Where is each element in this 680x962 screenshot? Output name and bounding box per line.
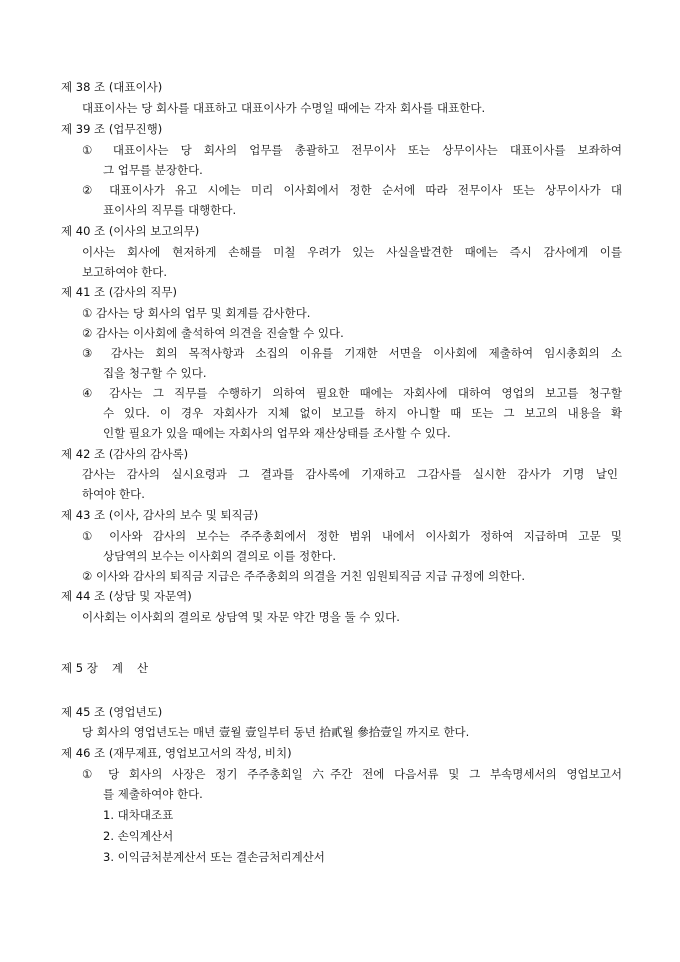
article-41-item-3-line-1: ③ 감사는 회의 목적사항과 소집의 이유를 기재한 서면을 이사회에 제출하여 임시총회의 소 [82,346,622,360]
article-39-heading: 제 39 조 (업무진행) [61,122,163,136]
article-40-heading: 제 40 조 (이사의 보고의무) [61,224,200,238]
article-42-heading: 제 42 조 (감사의 감사록) [61,447,189,461]
chapter-number: 제 5 장 [61,661,98,675]
article-45-body: 당 회사의 영업년도는 매년 壹월 壹일부터 동년 拾貳월 參拾壹일 까지로 한다. [82,725,470,739]
article-41-heading: 제 41 조 (감사의 직무) [61,285,177,299]
article-41-item-1: ① 감사는 당 회사의 업무 및 회계를 감사한다. [82,306,311,320]
article-39-item-1-line-2: 그 업무를 분장한다. [103,163,203,177]
article-41-item-3-line-2: 집을 청구할 수 있다. [103,366,207,380]
article-43-item-2: ② 이사와 감사의 퇴직금 지급은 주주총회의 의결을 거친 임원퇴직금 지급 규정에 의한다. [82,569,525,583]
article-46-list-item: 2. 손익계산서 [103,829,174,843]
article-46-item-1-line-1: ① 당 회사의 사장은 정기 주주총회일 六주간 전에 다음서류 및 그 부속명세서의 영업보고서 [82,767,622,781]
article-43-heading: 제 43 조 (이사, 감사의 보수 및 퇴직금) [61,508,259,522]
article-40-body-line-1: 이사는 회사에 현저하게 손해를 미칠 우려가 있는 사실을발견한 때에는 즉시 감사에게 이를 [82,245,622,259]
article-39-item-1-line-1: ① 대표이사는 당 회사의 업무를 총괄하고 전무이사 또는 상무이사는 대표이사를 보좌하여 [82,143,622,157]
article-44-body: 이사회는 이사회의 결의로 상담역 및 자문 약간 명을 둘 수 있다. [82,610,400,624]
chapter-5-heading [61,661,148,675]
article-41-item-4-line-1: ④ 감사는 그 직무를 수행하기 의하여 필요한 때에는 자회사에 대하여 영업의 보고를 청구할 [82,386,622,400]
article-45-heading: 제 45 조 (영업년도) [61,705,163,719]
article-38-body: 대표이사는 당 회사를 대표하고 대표이사가 수명일 때에는 각자 회사를 대표한다. [82,101,486,115]
article-39-item-2-line-2: 표이사의 직무를 대행한다. [103,203,237,217]
article-43-item-1-line-2: 상담역의 보수는 이사회의 결의로 이를 정한다. [103,549,337,563]
article-43-item-1-line-1: ① 이사와 감사의 보수는 주주총회에서 정한 범위 내에서 이사회가 정하여 지급하며 고문 및 [82,529,622,543]
chapter-title-part-2: 산 [136,661,149,675]
article-46-list-item: 1. 대차대조표 [103,808,174,822]
article-39-item-2-line-1: ② 대표이사가 유고 시에는 미리 이사회에서 정한 순서에 따라 전무이사 또는 상무이사가 대 [82,183,622,197]
chapter-title-part-1: 계 [111,661,123,675]
article-42-body-line-2: 하여야 한다. [82,487,145,501]
article-44-heading: 제 44 조 (상담 및 자문역) [61,589,192,603]
article-41-item-4-line-2: 수 있다. 이 경우 자회사가 지체 없이 보고를 하지 아니할 때 또는 그 보고의 내용을 확 [103,406,622,420]
article-41-item-4-line-3: 인할 필요가 있을 때에는 자회사의 업무와 재산상태를 조사할 수 있다. [103,426,451,440]
article-40-body-line-2: 보고하여야 한다. [82,265,168,279]
article-42-body-line-1: 감사는 감사의 실시요령과 그 결과를 감사록에 기재하고 그감사를 실시한 감사가 기명 날인 [82,467,618,481]
article-46-item-1-line-2: 를 제출하여야 한다. [103,787,203,801]
article-46-list-item: 3. 이익금처분계산서 또는 결손금처리계산서 [103,850,325,864]
article-46-heading: 제 46 조 (재무제표, 영업보고서의 작성, 비치) [61,746,292,760]
article-38-heading: 제 38 조 (대표이사) [61,80,163,94]
article-41-item-2: ② 감사는 이사회에 출석하여 의견을 진술할 수 있다. [82,326,344,340]
